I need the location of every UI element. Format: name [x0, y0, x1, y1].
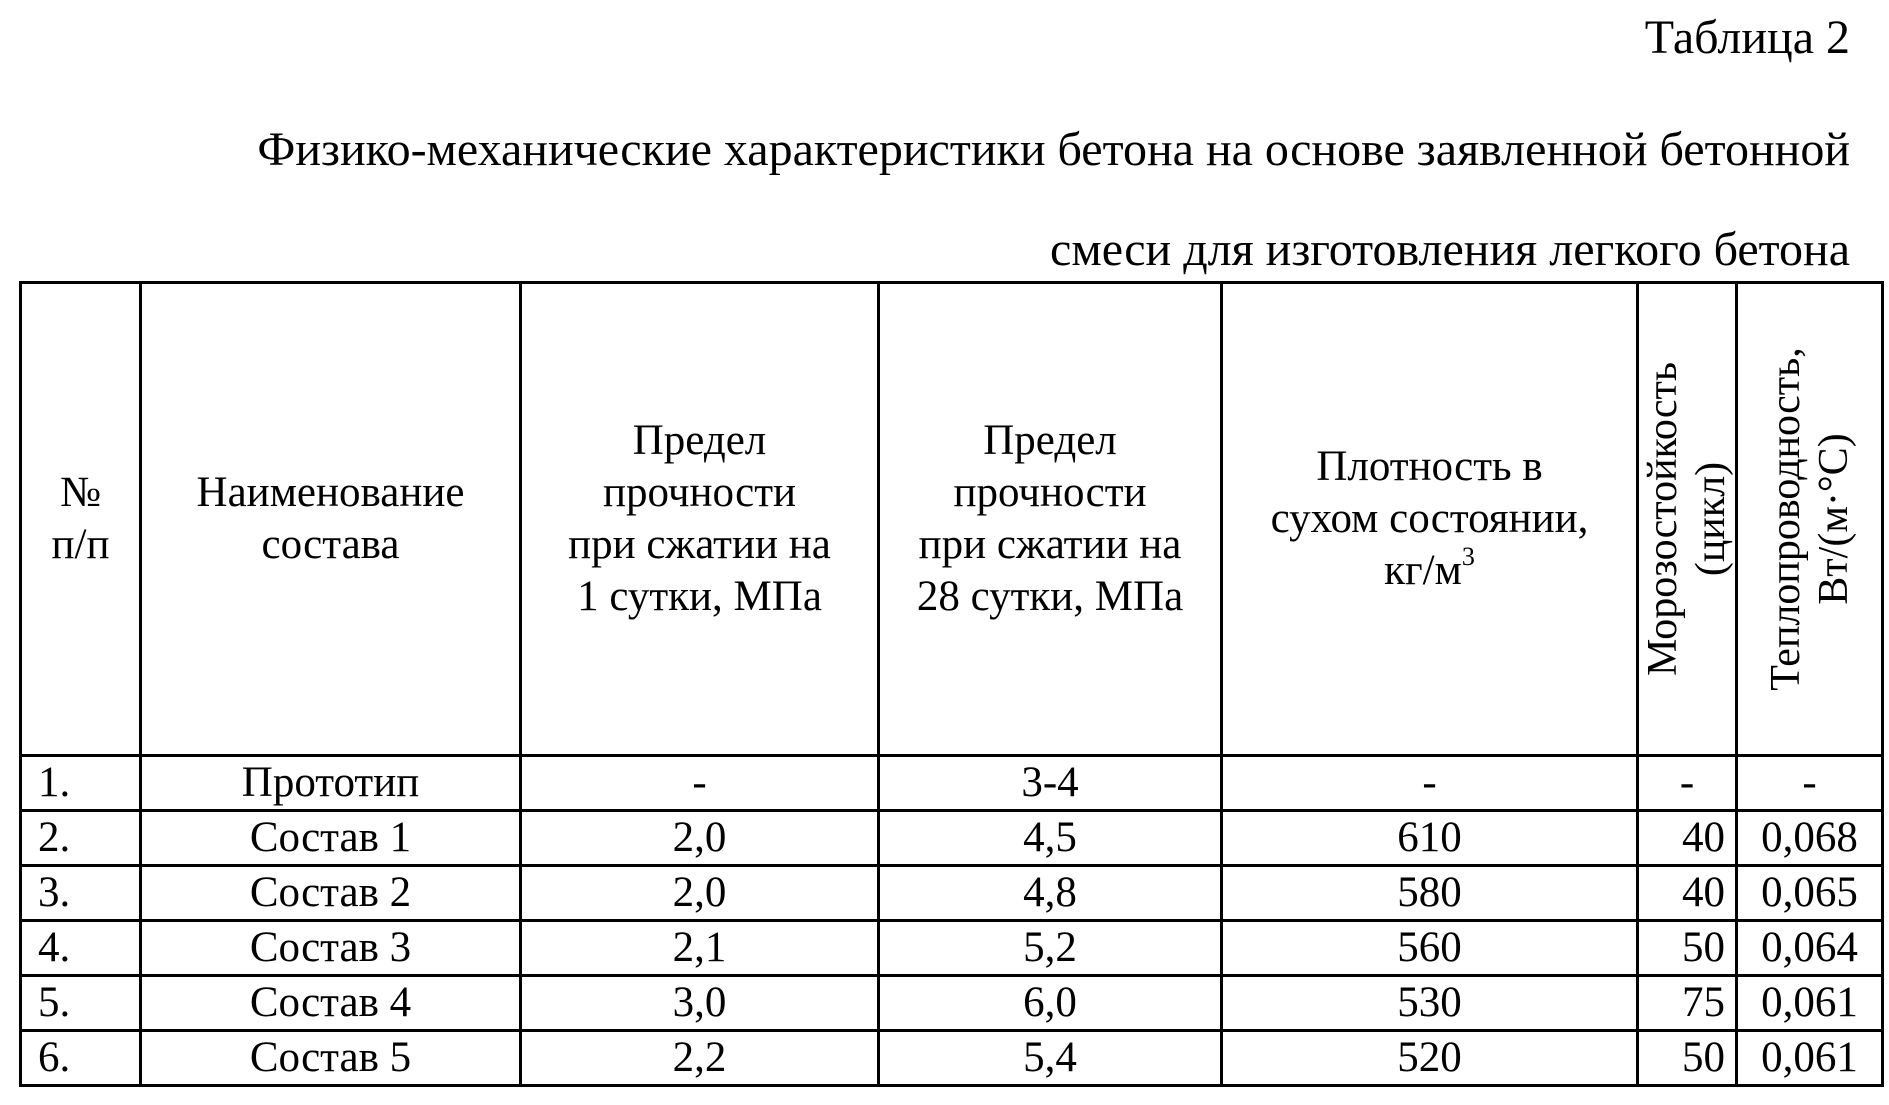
table-row: [21, 866, 1883, 921]
table-row: [21, 756, 1883, 811]
row-num: 2.: [21, 811, 141, 866]
row-density: 610: [1222, 811, 1638, 866]
row-frost: 75: [1638, 976, 1737, 1031]
header-num: [21, 283, 141, 756]
header-density-line-1: Плотность в: [1316, 443, 1543, 490]
table-caption: Таблица 2: [1644, 11, 1850, 64]
row-frost: 50: [1638, 921, 1737, 976]
table-row: [21, 811, 1883, 866]
table-row: [21, 921, 1883, 976]
header-row: [21, 283, 1883, 756]
table-title: [20, 100, 1850, 300]
table-title-line-2: смеси для изготовления легкого бетона: [1050, 223, 1850, 276]
row-frost: 40: [1638, 811, 1737, 866]
row-thermal: 0,068: [1737, 811, 1883, 866]
row-frost: 50: [1638, 1031, 1737, 1086]
header-strength-1-line-3: при сжатии на: [568, 521, 831, 568]
properties-table: [19, 281, 1884, 1087]
row-frost: -: [1638, 756, 1737, 811]
header-strength-28-day: [879, 283, 1222, 756]
header-strength-1-line-2: прочности: [603, 469, 796, 516]
row-strength-1: 2,0: [521, 811, 879, 866]
row-density: 520: [1222, 1031, 1638, 1086]
header-strength-28-line-3: при сжатии на: [918, 521, 1182, 568]
header-name-line-2: состава: [261, 521, 400, 568]
row-name: Прототип: [141, 756, 521, 811]
row-name: Состав 2: [141, 866, 521, 921]
row-density: 560: [1222, 921, 1638, 976]
row-num: 3.: [21, 866, 141, 921]
row-name: Состав 3: [141, 921, 521, 976]
header-strength-28-line-1: Предел: [983, 417, 1117, 464]
row-strength-1: 2,0: [521, 866, 879, 921]
row-num: 5.: [21, 976, 141, 1031]
row-strength-1: 3,0: [521, 976, 879, 1031]
row-name: Состав 5: [141, 1031, 521, 1086]
header-thermal: [1737, 283, 1883, 756]
row-strength-28: 3-4: [879, 756, 1222, 811]
header-density-unit: кг/м: [1384, 547, 1462, 594]
row-thermal: 0,061: [1737, 976, 1883, 1031]
row-num: 1.: [21, 756, 141, 811]
row-num: 6.: [21, 1031, 141, 1086]
header-strength-28-line-4: 28 сутки, МПа: [916, 573, 1184, 620]
row-density: 580: [1222, 866, 1638, 921]
header-density-line-3: [1223, 541, 1636, 597]
row-density: 530: [1222, 976, 1638, 1031]
row-name: Состав 1: [141, 811, 521, 866]
header-frost-line-2: (цикл): [1688, 461, 1734, 577]
header-num-line-1: №: [59, 469, 102, 516]
row-strength-28: 6,0: [879, 976, 1222, 1031]
row-strength-28: 5,2: [879, 921, 1222, 976]
row-density: -: [1222, 756, 1638, 811]
header-num-line-2: п/п: [51, 521, 110, 568]
table-row: [21, 976, 1883, 1031]
header-strength-1-day: [521, 283, 879, 756]
header-thermal-line-1: Теплопроводность,: [1762, 347, 1809, 691]
header-name: [141, 283, 521, 756]
table-row: [21, 1031, 1883, 1086]
header-name-line-1: Наименование: [196, 469, 465, 516]
row-strength-28: 4,5: [879, 811, 1222, 866]
header-frost: [1638, 283, 1737, 756]
row-strength-28: 4,8: [879, 866, 1222, 921]
row-strength-28: 5,4: [879, 1031, 1222, 1086]
row-thermal: 0,065: [1737, 866, 1883, 921]
header-frost-line-1: Морозостойкость: [1640, 361, 1686, 677]
row-num: 4.: [21, 921, 141, 976]
row-frost: 40: [1638, 866, 1737, 921]
row-strength-1: -: [521, 756, 879, 811]
header-density-exponent: 3: [1461, 541, 1475, 571]
row-strength-1: 2,2: [521, 1031, 879, 1086]
header-density: [1222, 283, 1638, 756]
header-thermal-line-2: Вт/(м·°С): [1810, 433, 1857, 605]
row-thermal: 0,061: [1737, 1031, 1883, 1086]
header-strength-28-line-2: прочности: [953, 469, 1147, 516]
row-thermal: 0,064: [1737, 921, 1883, 976]
header-density-line-2: сухом состоянии,: [1270, 495, 1589, 542]
header-strength-1-line-4: 1 сутки, МПа: [577, 573, 822, 620]
row-strength-1: 2,1: [521, 921, 879, 976]
table-title-line-1: Физико-механические характеристики бетона на основе заявленной бетонной: [257, 123, 1850, 176]
row-name: Состав 4: [141, 976, 521, 1031]
row-thermal: -: [1737, 756, 1883, 811]
header-strength-1-line-1: Предел: [632, 417, 767, 464]
